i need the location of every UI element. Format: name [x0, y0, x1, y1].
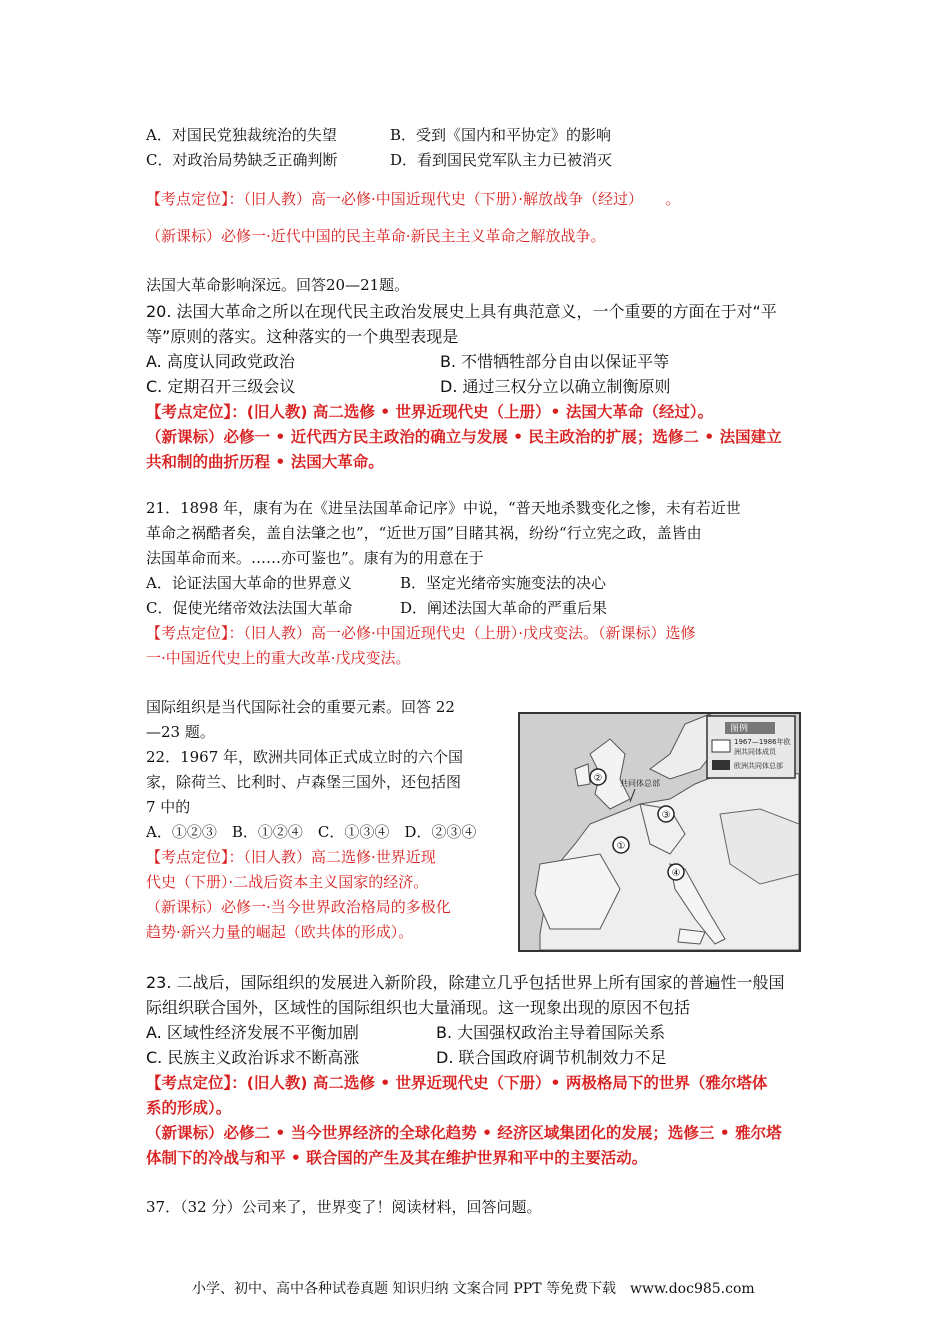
page-footer: 小学、初中、高中各种试卷真题 知识归纳 文案合同 PPT 等免费下载 www.doc985.com	[192, 1281, 755, 1297]
q22-kaodian-3: （新课标）必修一·当今世界政治格局的多极化	[146, 898, 451, 916]
q20-kaodian-1: 【考点定位】：(旧人教) 高二选修 • 世界近现代史（上册）• 法国大革命（经过）。	[146, 403, 714, 421]
q21-stem-line3: 法国革命而来。……亦可鉴也”。康有为的用意在于	[146, 549, 484, 567]
map-marker-2: ②	[593, 773, 603, 784]
map-marker-4: ④	[671, 868, 681, 879]
q20-stem-line1: 20. 法国大革命之所以在现代民主政治发展史上具有典范意义，一个重要的方面在于对“平	[146, 302, 777, 321]
q22-kaodian-1: 【考点定位】：（旧人教）高二选修·世界近现	[146, 848, 436, 866]
map-marker-1: ①	[616, 841, 626, 852]
q21-kaodian-1: 【考点定位】：（旧人教）高一必修·中国近现代史（上册）·戊戌变法。（新课标）选修	[146, 624, 696, 642]
map-hq-label: 共同体总部	[620, 779, 660, 788]
europe-map-figure	[518, 712, 801, 952]
q21-option-b: B．坚定光绪帝实施变法的决心	[400, 574, 607, 592]
q23-kaodian-2: 系的形成）。	[146, 1099, 232, 1117]
q23-stem-line1: 23. 二战后，国际组织的发展进入新阶段，除建立几乎包括世界上所有国家的普遍性一般国	[146, 973, 785, 992]
q23-kaodian-1: 【考点定位】：(旧人教) 高二选修 • 世界近现代史（下册）• 两极格局下的世界（雅尔塔体	[146, 1074, 768, 1092]
map-legend-2: 洲共同体成员	[734, 748, 776, 756]
q20-stem-line2: 等”原则的落实。这种落实的一个典型表现是	[146, 327, 459, 346]
q21-stem-line1: 21．1898 年，康有为在《进呈法国革命记序》中说，“普天地杀戮变化之惨，未有若近世	[146, 499, 741, 517]
map-legend-title: 图例	[730, 724, 749, 734]
q21-option-c: C．促使光绪帝效法法国大革命	[146, 599, 353, 617]
q20-option-c: C. 定期召开三级会议	[146, 377, 296, 396]
q19-option-b: B．受到《国内和平协定》的影响	[390, 126, 612, 144]
q21-kaodian-2: 一·中国近代史上的重大改革·戊戌变法。	[146, 649, 411, 667]
q23-kaodian-4: 体制下的冷战与和平 • 联合国的产生及其在维护世界和平中的主要活动。	[146, 1149, 648, 1167]
q20-kaodian-2: （新课标）必修一 • 近代西方民主政治的确立与发展 • 民主政治的扩展；选修二 • 法国建立	[146, 428, 782, 446]
q22-stem-line1: 22．1967 年，欧洲共同体正式成立时的六个国	[146, 748, 464, 766]
q22-kaodian-2: 代史（下册）·二战后资本主义国家的经济。	[146, 873, 429, 891]
q23-option-a: A. 区域性经济发展不平衡加剧	[146, 1023, 359, 1042]
map-marker-3: ③	[661, 810, 671, 821]
q23-option-b: B. 大国强权政治主导着国际关系	[436, 1023, 666, 1042]
q19-option-d: D．看到国民党军队主力已被消灭	[390, 151, 613, 169]
intro-q22-23-line2: —23 题。	[146, 723, 215, 741]
map-legend-3: 欧洲共同体总部	[734, 762, 783, 770]
intro-q20-21: 法国大革命影响深远。回答20—21题。	[146, 276, 410, 294]
q22-stem-line2: 家，除荷兰、比利时、卢森堡三国外，还包括图	[146, 773, 462, 791]
q22-kaodian-4: 趋势·新兴力量的崛起（欧共体的形成）。	[146, 923, 414, 941]
q20-kaodian-3: 共和制的曲折历程 • 法国大革命。	[146, 453, 384, 471]
q20-option-a: A. 高度认同政党政治	[146, 352, 295, 371]
q19-option-a: A．对国民党独裁统治的失望	[146, 126, 337, 144]
q21-stem-line2: 革命之祸酷者矣，盖自法肇之也”，“近世万国”目睹其祸，纷纷“行立宪之政，盖皆由	[146, 524, 702, 542]
map-legend-1: 1967—1986年欧	[734, 738, 791, 746]
q37-stem: 37．（32 分）公司来了，世界变了！阅读材料，回答问题。	[146, 1198, 542, 1216]
q23-stem-line2: 际组织联合国外，区域性的国际组织也大量涌现。这一现象出现的原因不包括	[146, 998, 691, 1017]
q19-option-c: C．对政治局势缺乏正确判断	[146, 151, 338, 169]
q23-kaodian-3: （新课标）必修二 • 当今世界经济的全球化趋势 • 经济区域集团化的发展；选修三 • 雅尔塔	[146, 1124, 782, 1142]
q22-options: A．①②③ B．①②④ C．①③④ D．②③④	[146, 823, 477, 841]
q23-option-d: D. 联合国政府调节机制效力不足	[436, 1048, 667, 1067]
q19-kaodian-2: （新课标）必修一·近代中国的民主革命·新民主主义革命之解放战争。	[146, 227, 606, 245]
q20-option-d: D. 通过三权分立以确立制衡原则	[440, 377, 671, 396]
q21-option-d: D．阐述法国大革命的严重后果	[400, 599, 608, 617]
q22-stem-line3: 7 中的	[146, 798, 191, 816]
q19-kaodian-1: 【考点定位】：（旧人教）高一必修·中国近现代史（下册）·解放战争（经过） 。	[146, 190, 681, 208]
q23-option-c: C. 民族主义政治诉求不断高涨	[146, 1048, 360, 1067]
q21-option-a: A．论证法国大革命的世界意义	[146, 574, 352, 592]
europe-map-svg	[520, 714, 799, 950]
q20-option-b: B. 不惜牺牲部分自由以保证平等	[440, 352, 670, 371]
intro-q22-23-line1: 国际组织是当代国际社会的重要元素。回答 22	[146, 698, 455, 716]
